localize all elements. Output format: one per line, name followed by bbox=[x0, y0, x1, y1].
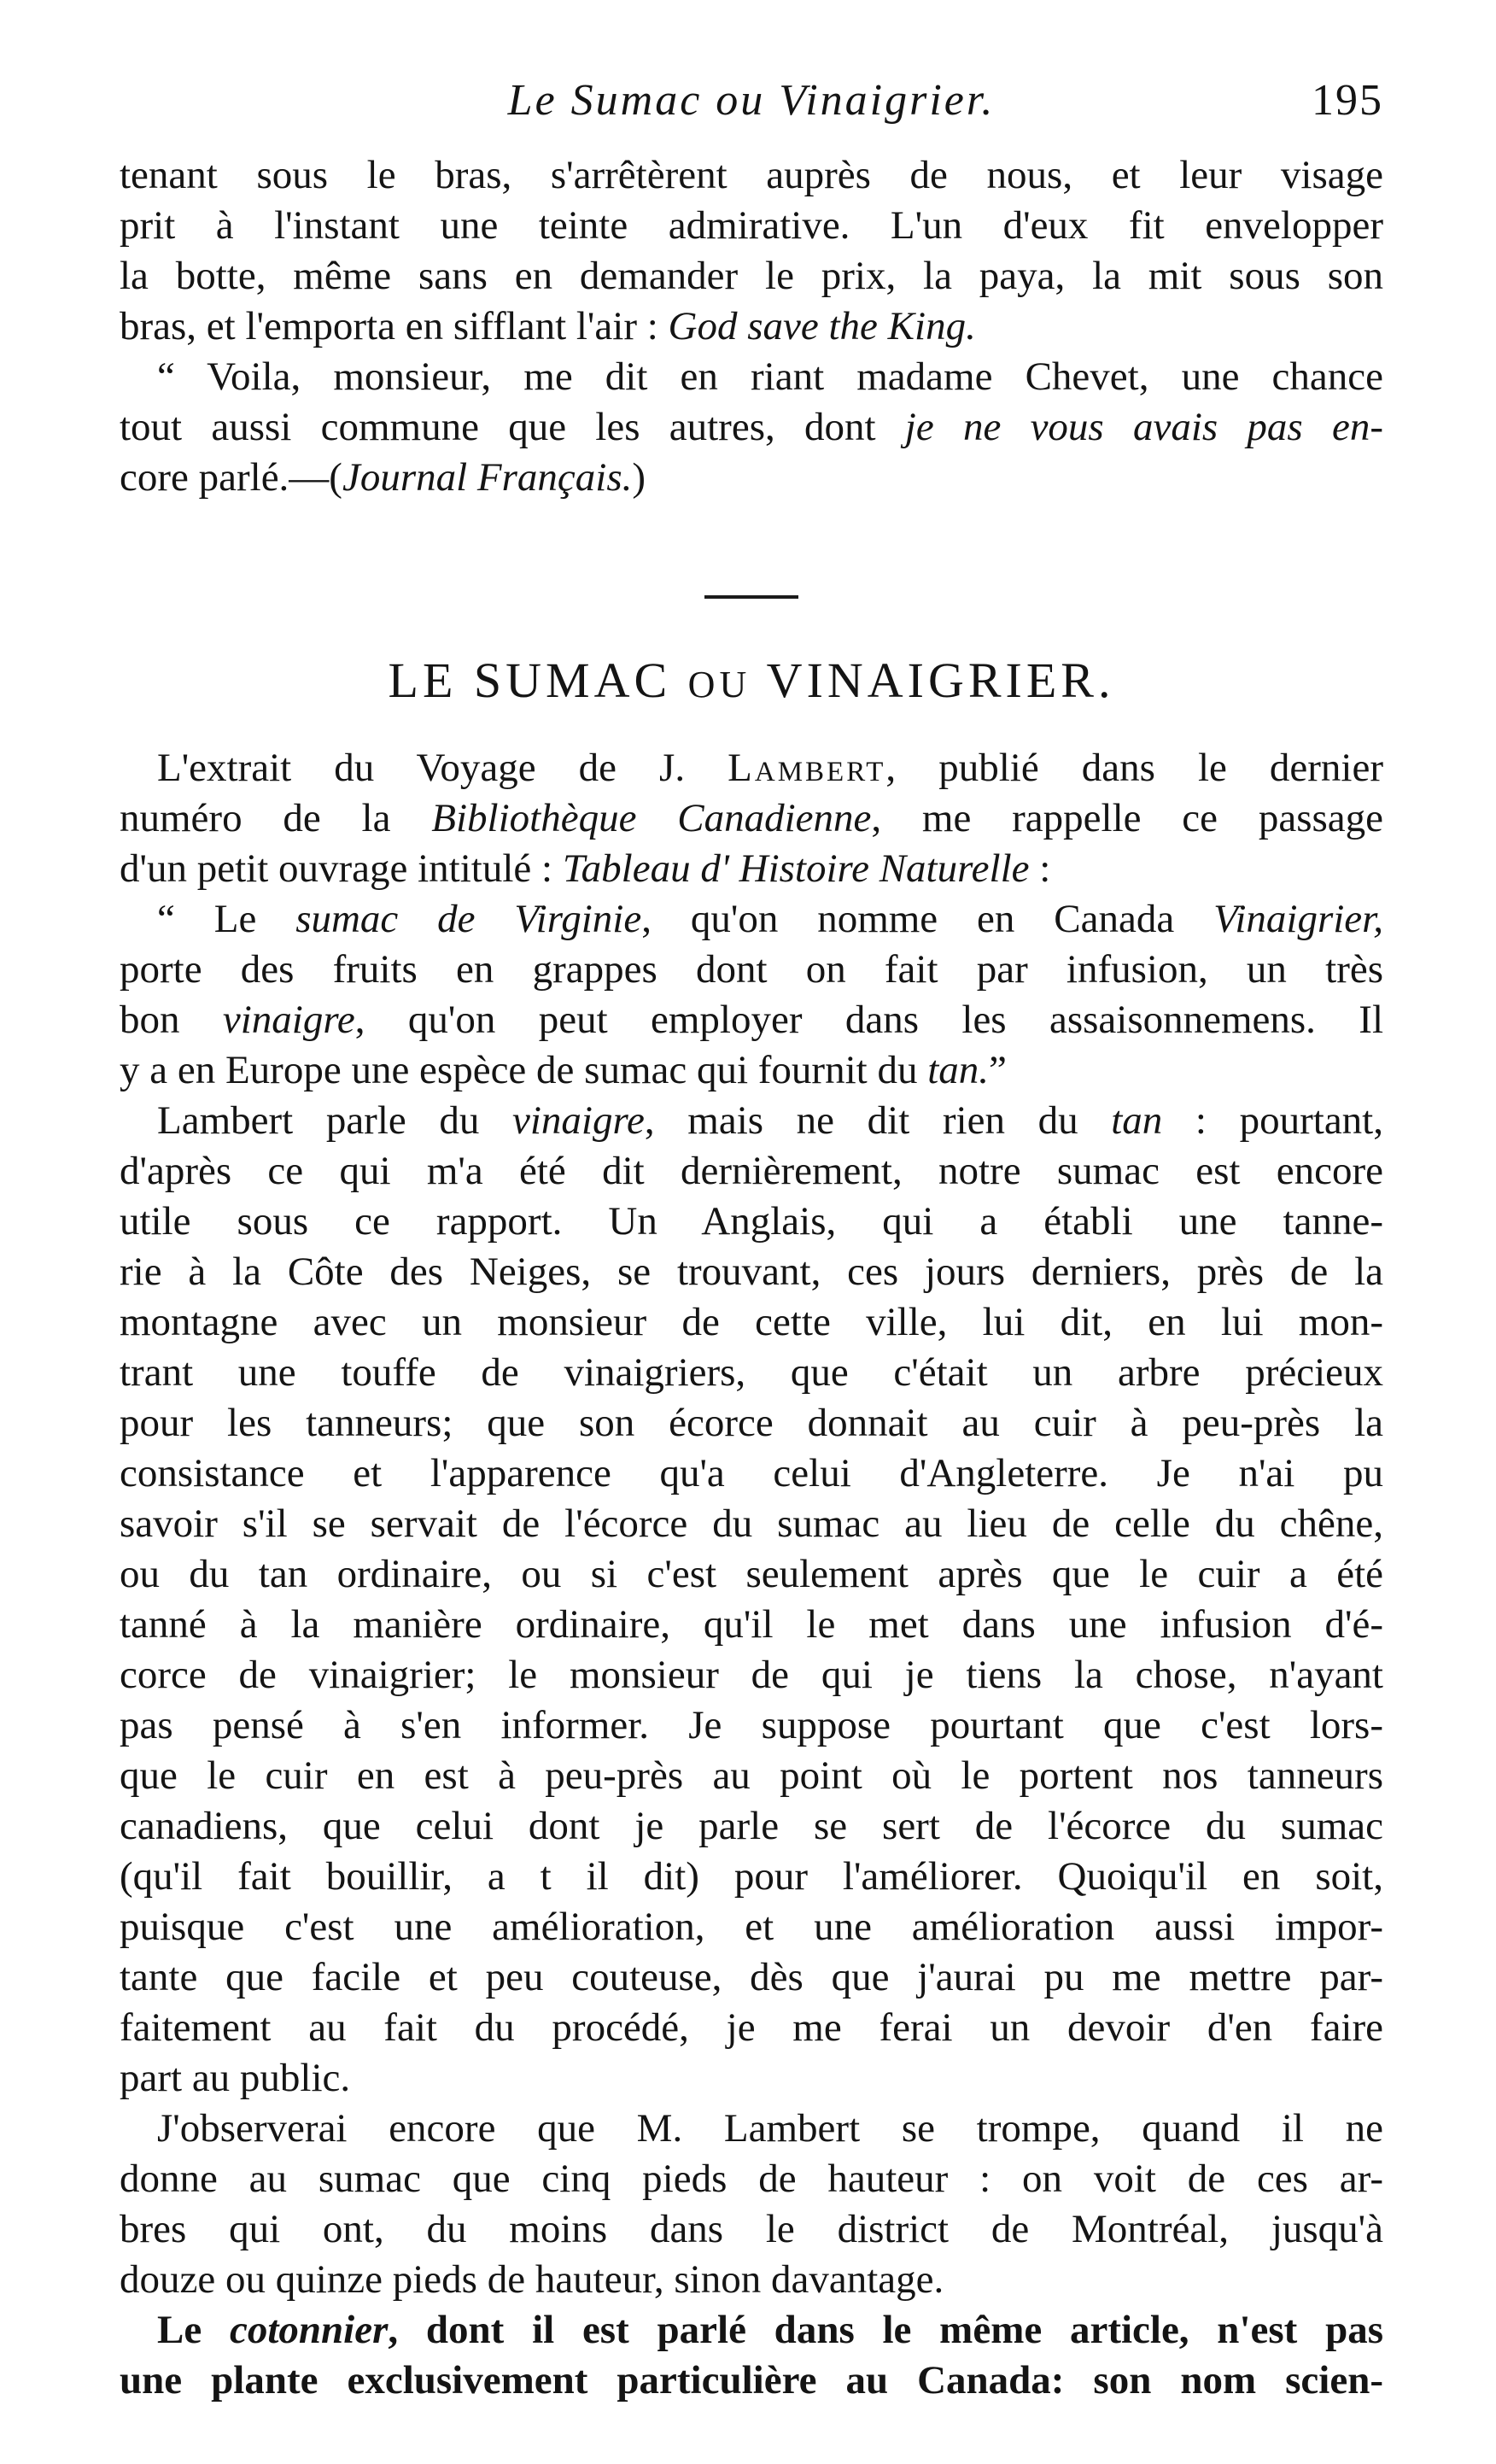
text-line: bon vinaigre, qu'on peut employer dans les assaisonnemens. Il bbox=[120, 998, 1384, 1042]
text-line: corce de vinaigrier; le monsieur de qui je tiens la chose, n'ayant bbox=[120, 1653, 1383, 1697]
quotation bbox=[120, 894, 1383, 1096]
text-line: la botte, même sans en demander le prix, la paya, la mit sous son bbox=[120, 254, 1383, 298]
text-line: douze ou quinze pieds de hauteur, sinon davantage. bbox=[120, 2257, 944, 2302]
source-citation: core parlé.—(Journal Français.) bbox=[120, 455, 646, 500]
text-line: J'observerai encore que M. Lambert se trompe, quand il ne bbox=[157, 2106, 1383, 2151]
text-line: utile sous ce rapport. Un Anglais, qui a établi une tanne- bbox=[120, 1199, 1383, 1244]
section-divider bbox=[704, 595, 798, 599]
text-line: L'extrait du Voyage de J. Lambert, publié dans le dernier bbox=[157, 746, 1383, 790]
text-line: pour les tanneurs; que son écorce donnait au cuir à peu-près la bbox=[120, 1401, 1383, 1445]
text-line: rie à la Côte des Neiges, se trouvant, ces jours derniers, près de la bbox=[120, 1250, 1383, 1294]
section-title: LE SUMAC OU VINAIGRIER. bbox=[388, 653, 1115, 708]
text-line: bres qui ont, du moins dans le district de Montréal, jusqu'à bbox=[120, 2207, 1383, 2251]
text-line: pas pensé à s'en informer. Je suppose pourtant que c'est lors- bbox=[120, 1703, 1383, 1747]
text-line: consistance et l'apparence qu'a celui d'Angleterre. Je n'ai pu bbox=[120, 1451, 1383, 1495]
text-line: faitement au fait du procédé, je me ferai un devoir d'en faire bbox=[120, 2005, 1383, 2050]
text-line: bras, et l'emporta en sifflant l'air : God save the King. bbox=[120, 304, 976, 348]
text-line: d'un petit ouvrage intitulé : Tableau d' Histoire Naturelle : bbox=[120, 846, 1051, 891]
text-line: tante que facile et peu couteuse, dès que j'aurai pu me mettre par- bbox=[120, 1955, 1383, 1999]
text-line: Le cotonnier, dont il est parlé dans le même article, n'est pas bbox=[157, 2308, 1383, 2352]
text-line: d'après ce qui m'a été dit dernièrement, notre sumac est encore bbox=[120, 1149, 1383, 1193]
text-line: tenant sous le bras, s'arrêtèrent auprès de nous, et leur visage bbox=[120, 153, 1383, 197]
running-title: Le Sumac ou Vinaigrier. bbox=[507, 76, 996, 125]
book-page bbox=[120, 75, 1383, 2406]
text-line: “ Voila, monsieur, me dit en riant madame Chevet, une chance bbox=[157, 354, 1383, 399]
text-line: Lambert parle du vinaigre, mais ne dit rien du tan : pourtant, bbox=[157, 1098, 1383, 1143]
text-line: une plante exclusivement particulière au Canada: son nom scien- bbox=[120, 2358, 1383, 2403]
text-line: (qu'il fait bouillir, a t il dit) pour l'améliorer. Quoiqu'il en soit, bbox=[120, 1854, 1383, 1899]
paragraph-height bbox=[120, 2104, 1383, 2305]
text-line: part au public. bbox=[120, 2056, 351, 2100]
text-line: prit à l'instant une teinte admirative. L'un d'eux fit envelopper bbox=[120, 203, 1383, 248]
page-number: 195 bbox=[1312, 76, 1383, 125]
text-line: donne au sumac que cinq pieds de hauteur : on voit de ces ar- bbox=[120, 2157, 1383, 2201]
paragraph-cotonnier bbox=[120, 2305, 1383, 2406]
text-line: ou du tan ordinaire, ou si c'est seulement après que le cuir a été bbox=[120, 1552, 1383, 1596]
page-header bbox=[120, 75, 1383, 135]
text-line: savoir s'il se servait de l'écorce du sumac au lieu de celle du chêne, bbox=[120, 1501, 1383, 1546]
text-line: montagne avec un monsieur de cette ville, lui dit, en lui mon- bbox=[120, 1300, 1383, 1344]
text-line: y a en Europe une espèce de sumac qui fournit du tan.” bbox=[120, 1048, 1007, 1092]
previous-article-ending bbox=[120, 150, 1383, 503]
paragraph-intro bbox=[120, 743, 1383, 894]
text-line: que le cuir en est à peu-près au point où le portent nos tanneurs bbox=[120, 1753, 1383, 1798]
text-line: tanné à la manière ordinaire, qu'il le met dans une infusion d'é- bbox=[120, 1602, 1383, 1647]
text-line: numéro de la Bibliothèque Canadienne, me rappelle ce passage bbox=[120, 796, 1383, 840]
text-line: puisque c'est une amélioration, et une amélioration aussi impor- bbox=[120, 1905, 1383, 1949]
paragraph-tannery bbox=[120, 1096, 1383, 2104]
text-line: tout aussi commune que les autres, dont je ne vous avais pas en- bbox=[120, 405, 1383, 449]
text-line: “ Le sumac de Virginie, qu'on nomme en Canada Vinaigrier, bbox=[157, 897, 1383, 941]
text-line: canadiens, que celui dont je parle se sert de l'écorce du sumac bbox=[120, 1804, 1383, 1848]
text-line: porte des fruits en grappes dont on fait par infusion, un très bbox=[120, 947, 1383, 992]
text-line: trant une touffe de vinaigriers, que c'était un arbre précieux bbox=[120, 1350, 1383, 1395]
